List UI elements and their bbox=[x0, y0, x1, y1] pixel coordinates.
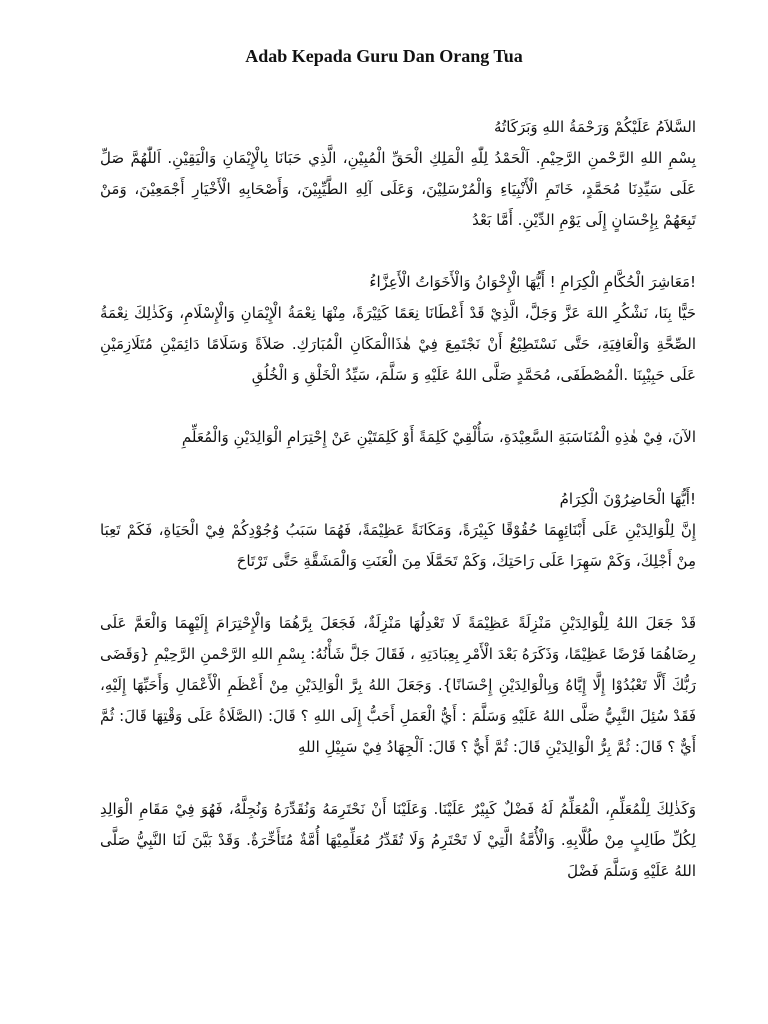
document-title: Adab Kepada Guru Dan Orang Tua bbox=[245, 46, 523, 66]
teacher-paragraph: وَكَذٰلِكَ لِلْمُعَلِّمِ، الْمُعَلِّمُ لَهُ فَضْلٌ كَبِيْرٌ عَلَيْنَا. وَعَلَيْنَا أَنْ نَحْتَرِمَهُ وَنُقَدِّرَهُ وَنُجِلَّهُ، فَهُوَ فِيْ مَقَامِ الْوَالِدِ لِكُلِّ طَالِبٍ مِنْ طُلَّابِهِ. وَالْأُمَّةُ الَّتِيْ لَا تَحْتَرِمُ وَلَا تُقَدِّرُ مُعَلِّمِيْهَا أُمَّةٌ مُتَأَخِّرَةٌ. وَقَدْ بَيَّنَ لَنَا النَّبِيُّ صَلَّى اللهُ عَلَيْهِ وَسَلَّمَ فَضْلَ bbox=[100, 800, 696, 880]
greeting-audience-paragraph: !مَعَاشِرَ الْحُكَّامِ الْكِرَامِ ! أَيُّهَا الْإِخْوَانُ وَالْأَخَوَاتُ الْأَعِزَّاءُ bbox=[369, 273, 696, 291]
topic-paragraph: الآنَ، فِيْ هٰذِهِ الْمُنَاسَبَةِ السَّعِيْدَةِ، سَأُلْقِيْ كَلِمَةً أَوْ كَلِمَتَيْنِ عَنْ إِحْتِرَامِ الْوَالِدَيْنِ وَالْمُعَلِّمِ bbox=[181, 428, 696, 446]
salam-paragraph: السَّلاَمُ عَلَيْكُمْ وَرَحْمَةُ اللهِ وَبَرَكَاتُهُ bbox=[494, 118, 696, 136]
parents-rights-paragraph: إِنَّ لِلْوَالِدَيْنِ عَلَى أَبْنَائِهِمَا حُقُوْقًا كَبِيْرَةً، وَمَكَانَةً عَظِيْمَةً، فَهُمَا سَبَبُ وُجُوْدِكُمْ فِيْ الْحَيَاةِ، فَكَمْ تَعِبَا مِنْ أَجْلِكَ، وَكَمْ سَهِرَا عَلَى رَاحَتِكَ، وَكَمْ تَحَمَّلَا مِنَ الْعَنَتِ وَالْمَشَقَّةِ حَتَّى تَرْتَاحَ bbox=[100, 521, 696, 570]
audience-call-paragraph: !أَيُّهَا الْحَاضِرُوْنَ الْكِرَامُ bbox=[559, 490, 696, 508]
parents-status-paragraph: قَدْ جَعَلَ اللهُ لِلْوَالِدَيْنِ مَنْزِلَةً عَظِيْمَةً لَا تَعْدِلُهَا مَنْزِلَةٌ، فَجَعَلَ بِرَّهُمَا وَالْإِحْتِرَامَ إِلَيْهِمَا وَالْعَمَّ عَلَى رِضَاهُمَا فَرْضًا عَظِيْمًا، وَذَكَرَهُ بَعْدَ الْأَمْرِ بِعِبَادَتِهِ ، فَقَالَ جَلَّ شَأْنُهُ: بِسْمِ اللهِ الرَّحْمنِ الرَّحِيْمِ {وَقَضَى رَبُّكَ أَلَّا تَعْبُدُوْا إِلَّا إِيَّاهُ وَبِالْوَالِدَيْنِ إِحْسَانًا}. وَجَعَلَ اللهُ بِرَّ الْوَالِدَيْنِ مِنْ أَعْظَمِ الْأَعْمَالِ وَأَحَبِّهَا إِلَيْهِ، فَقَدْ سُئِلَ النَّبِيُّ صَلَّى اللهُ عَلَيْهِ وَسَلَّمَ : أَيُّ الْعَمَلِ أَحَبُّ إِلَى اللهِ ؟ قَالَ: (الصَّلَاةُ عَلَى وَقْتِهَا قَالَ: ثُمَّ أَيٌّ ؟ قَالَ: ثُمَّ بِرُّ الْوَالِدَيْنِ قَالَ: ثُمَّ أَيٌّ ؟ قَالَ: اَلْجِهَادُ فِيْ سَبِيْلِ اللهِ bbox=[100, 614, 696, 756]
gratitude-paragraph: حَيًّا بِنَا، نَشْكُرِ اللهَ عَزَّ وَجَلَّ، الَّذِيْ قَدْ أَعْطَانَا نِعَمًا كَثِيْرَةً، مِنْهَا نِعْمَةُ الْإِيْمَانِ وَالْإِسْلَامِ، وَكَذٰلِكَ نِعْمَةُ الصِّحَّةِ وَالْعَافِيَةِ، حَتَّى نَسْتَطِيْعُ أَنْ نَجْتَمِعَ فِيْ هٰذَاالْمَكَانِ الْمُبَارَكِ. صَلاَةً وَسَلَامًا دَائِمَيْنِ مُتَلَازِمَيْنِ عَلَى حَبِيْبِنَا .الْمُصْطَفَى، مُحَمَّدٍ صَلَّى اللهُ عَلَيْهِ وَ سَلَّمَ، سَيِّدُ الْخَلْقِ وَ الْخُلُقِ bbox=[100, 304, 696, 384]
document-body bbox=[100, 112, 696, 887]
opening-paragraph: بِسْمِ اللهِ الرَّحْمنِ الرَّحِيْمِ. اَلْحَمْدُ لِلّٰهِ الْمَلِكِ الْحَقِّ الْمُبِيْنِ، الَّذِي حَبَانَا بِالْإِيْمَانِ وَالْيَقِيْنِ. اَللّٰهُمَّ صَلِّ عَلَى سَيِّدِنَا مُحَمَّدٍ، خَاتَمِ الْأَنْبِيَاءِ وَالْمُرْسَلِيْنَ، وَعَلَى آلِهِ الطَّيِّبِيْنَ، وَأَصْحَابِهِ الْأَخْيَارِ أَجْمَعِيْنَ، وَمَنْ تَبِعَهُمْ بِإِحْسَانٍ إِلَى يَوْمِ الدِّيْنِ. أَمَّا بَعْدُ bbox=[100, 149, 696, 229]
